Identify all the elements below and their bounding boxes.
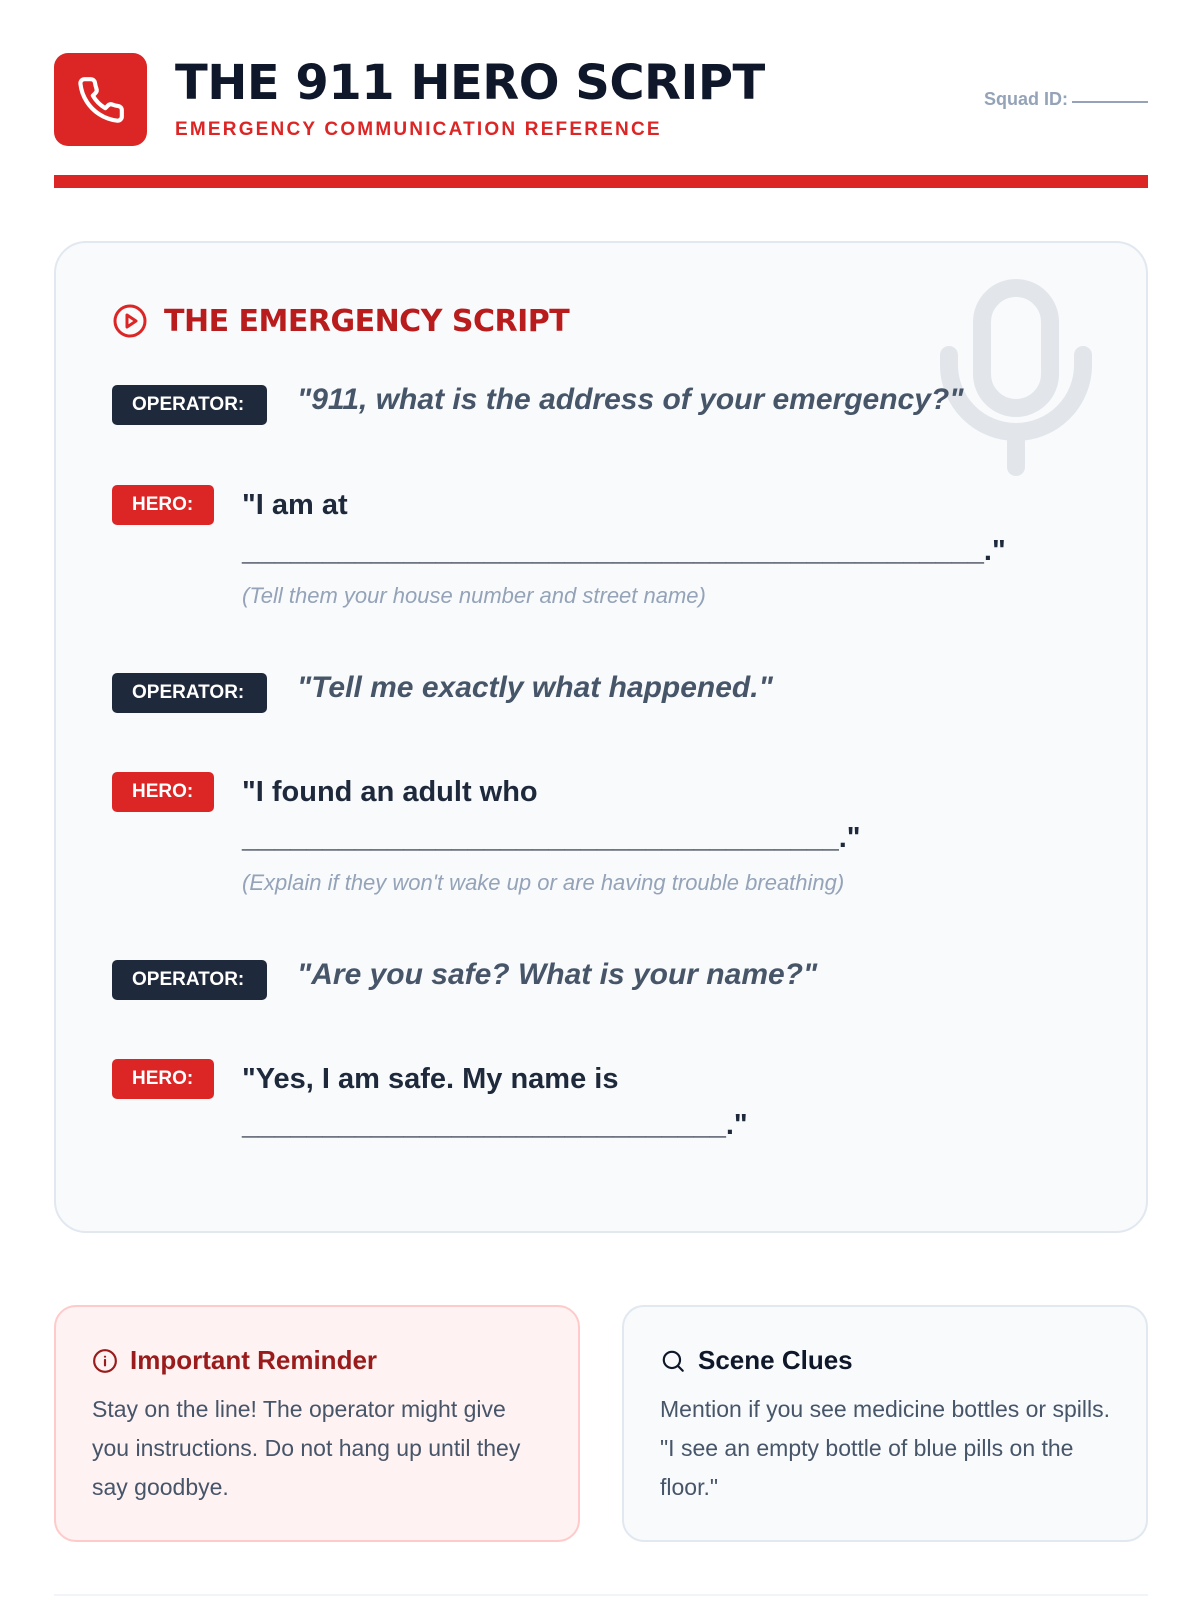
reminder-title: Important Reminder (130, 1345, 378, 1375)
name-blank[interactable]: ______________________________." (242, 1109, 748, 1141)
page-header (54, 53, 1148, 188)
operator-line: "911, what is the address of your emergency?" (297, 383, 964, 416)
hero-line-situation (242, 769, 861, 861)
script-heading (112, 303, 569, 339)
hero-tag: HERO: (112, 1059, 214, 1099)
clues-body: Mention if you see medicine bottles or spills. "I see an empty bottle of blue pills on the floor." (660, 1396, 1110, 1500)
operator-line: "Are you safe? What is your name?" (297, 958, 818, 991)
hero-line-text: "Yes, I am safe. My name is (242, 1063, 619, 1095)
hero-line-text: "I found an adult who (242, 776, 538, 808)
script-heading-text: THE EMERGENCY SCRIPT (164, 303, 570, 339)
phone-icon (76, 75, 126, 125)
squad-id-field[interactable] (984, 89, 1148, 110)
clues-heading (660, 1345, 1110, 1376)
reminder-heading (92, 1345, 542, 1376)
footer-divider (54, 1594, 1148, 1596)
address-blank[interactable]: ______________________________________________." (242, 535, 1006, 567)
hero-tag: HERO: (112, 485, 214, 525)
hero-tag: HERO: (112, 772, 214, 812)
header-divider (54, 175, 1148, 188)
operator-tag: OPERATOR: (112, 960, 267, 1000)
squad-id-blank[interactable] (1072, 101, 1148, 103)
hero-hint: (Tell them your house number and street name) (242, 583, 706, 608)
hero-hint: (Explain if they won't wake up or are having trouble breathing) (242, 870, 845, 895)
search-icon (660, 1348, 686, 1374)
info-icon (92, 1348, 118, 1374)
play-circle-icon (112, 303, 148, 339)
hero-line-name (242, 1056, 748, 1148)
reminder-body: Stay on the line! The operator might give you instructions. Do not hang up until they say goodbye. (92, 1396, 521, 1500)
emergency-script-card (54, 241, 1148, 1233)
hero-line-address (242, 482, 1006, 574)
operator-tag: OPERATOR: (112, 673, 267, 713)
logo-badge (54, 53, 147, 146)
scene-clues-card (622, 1305, 1148, 1542)
hero-line-text: "I am at (242, 489, 348, 521)
page-title: THE 911 HERO SCRIPT (175, 55, 765, 111)
important-reminder-card (54, 1305, 580, 1542)
microphone-icon (940, 279, 1092, 479)
operator-line: "Tell me exactly what happened." (297, 671, 773, 704)
clues-title: Scene Clues (698, 1345, 853, 1375)
page-subtitle: EMERGENCY COMMUNICATION REFERENCE (175, 119, 662, 140)
operator-tag: OPERATOR: (112, 385, 267, 425)
situation-blank[interactable]: _____________________________________." (242, 822, 861, 854)
squad-id-label: Squad ID: (984, 89, 1068, 109)
